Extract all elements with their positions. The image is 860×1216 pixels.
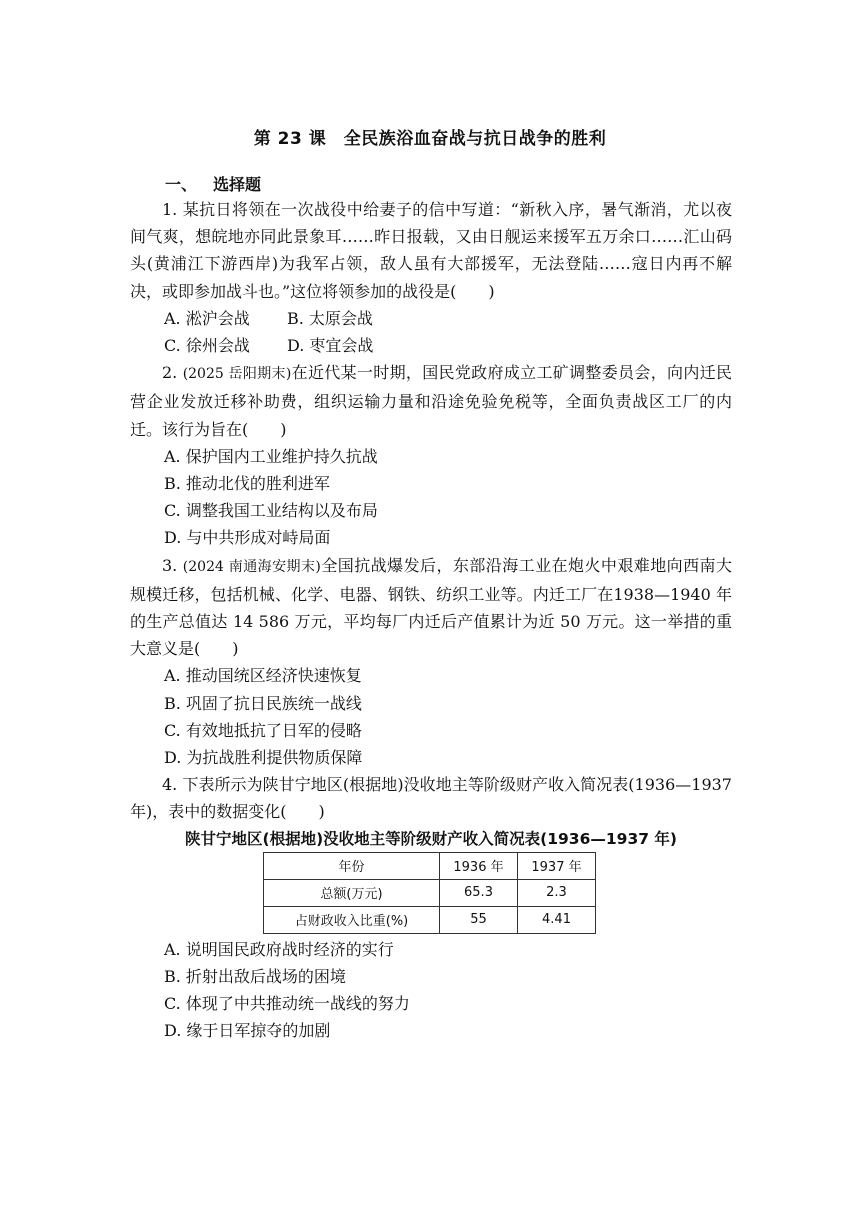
table-header-cell: 年份 <box>264 852 440 879</box>
option-row <box>130 332 732 359</box>
option-b[interactable]: B. 太原会战 <box>287 308 373 328</box>
question-stem <box>130 359 732 443</box>
question-stem <box>130 196 732 305</box>
question-1 <box>130 196 732 359</box>
option-c[interactable]: C. 徐州会战 <box>164 336 250 356</box>
table-header-cell: 1936 年 <box>440 852 518 879</box>
table-cell: 55 <box>440 906 518 933</box>
option-b[interactable]: B. 折射出敌后战场的困境 <box>164 966 346 986</box>
question-2 <box>130 359 732 551</box>
question-number: 4. <box>162 775 178 795</box>
option-c[interactable]: C. 有效地抵抗了日军的侵略 <box>164 720 362 740</box>
question-text: 全国抗战爆发后，东部沿海工业在炮火中艰难地向西南大规模迁移，包括机械、化学、电器、钢铁、纺织工业等。内迁工厂在1938—1940 年的生产总值达 14 586 万元，平均每厂内迁后产值累计为近 50 万元。这一举措的重大意义是( ) <box>130 555 732 659</box>
question-source: (2025 岳阳期末) <box>182 366 292 383</box>
question-4 <box>130 771 732 1044</box>
option-b[interactable]: B. 巩固了抗日民族统一战线 <box>164 693 362 713</box>
table-cell: 65.3 <box>440 879 518 906</box>
question-list <box>130 196 732 1044</box>
section-heading <box>165 172 261 195</box>
section-label: 选择题 <box>213 175 262 194</box>
data-table <box>263 852 596 934</box>
question-source: (2024 南通海安期末) <box>182 558 321 575</box>
table-row <box>264 906 596 933</box>
option-b[interactable]: B. 推动北伐的胜利进军 <box>164 474 330 494</box>
option-row <box>130 305 732 332</box>
option-c[interactable]: C. 体现了中共推动统一战线的努力 <box>164 994 410 1014</box>
question-text: 在近代某一时期，国民党政府成立工矿调整委员会，向内迁民营企业发放迁移补助费，组织运输力量和沿途免验免税等，全面负责战区工厂的内迁。该行为旨在( ) <box>130 363 732 439</box>
table-cell: 占财政收入比重(%) <box>264 906 440 933</box>
table-header-row <box>264 852 596 879</box>
option-a[interactable]: A. 保护国内工业维护持久抗战 <box>164 446 378 466</box>
question-number: 1. <box>162 200 178 219</box>
option-a[interactable]: A. 说明国民政府战时经济的实行 <box>164 939 394 959</box>
table-cell: 2.3 <box>518 879 596 906</box>
option-d[interactable]: D. 与中共形成对峙局面 <box>164 528 331 548</box>
question-number: 2. <box>162 363 178 383</box>
table-cell: 4.41 <box>518 906 596 933</box>
question-3 <box>130 552 732 772</box>
option-a[interactable]: A. 推动国统区经济快速恢复 <box>164 666 362 686</box>
question-stem <box>130 552 732 663</box>
option-d[interactable]: D. 枣宜会战 <box>287 336 374 356</box>
option-list <box>130 936 732 1045</box>
table-header-cell: 1937 年 <box>518 852 596 879</box>
option-c[interactable]: C. 调整我国工业结构以及布局 <box>164 501 378 521</box>
option-d[interactable]: D. 缘于日军掠夺的加剧 <box>164 1021 331 1041</box>
question-text: 某抗日将领在一次战役中给妻子的信中写道：“新秋入序，暑气渐消，尤以夜间气爽，想皖地亦同此景象耳……昨日报载，又由日舰运来援军五万余口……汇山码头(黄浦江下游西岸)为我军占领，敌人虽有大部援军，无法登陆……寇日内再不解决，或即参加战斗也。”这位将领参加的战役是( ) <box>130 200 732 301</box>
question-text: 下表所示为陕甘宁地区(根据地)没收地主等阶级财产收入简况表(1936—1937 年)，表中的数据变化( ) <box>130 775 732 822</box>
option-d[interactable]: D. 为抗战胜利提供物质保障 <box>164 748 363 768</box>
table-caption: 陕甘宁地区(根据地)没收地主等阶级财产收入简况表(1936—1937 年) <box>184 829 677 848</box>
lesson-title: 第 23 课 全民族浴血奋战与抗日战争的胜利 <box>253 129 607 149</box>
question-number: 3. <box>162 555 178 575</box>
table-cell: 总额(万元) <box>264 879 440 906</box>
question-stem <box>130 771 732 825</box>
option-a[interactable]: A. 淞沪会战 <box>164 308 250 328</box>
section-number: 一、 <box>165 175 198 194</box>
table-row <box>264 879 596 906</box>
